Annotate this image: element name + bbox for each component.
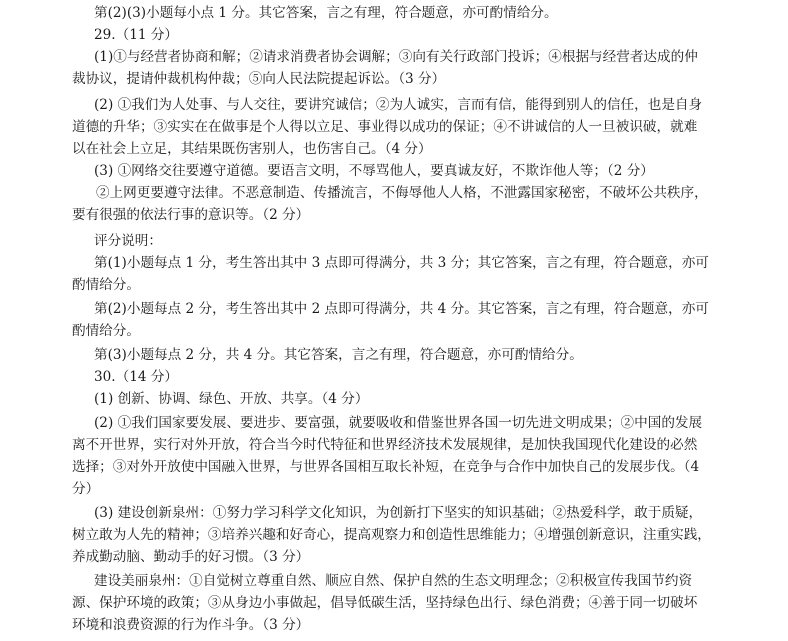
text-line: 建设美丽泉州：①自觉树立尊重自然、顺应自然、保护自然的生态文明理念；②积极宣传我国节约资 — [94, 573, 693, 589]
text-line: 裁协议，提请仲裁机构仲裁；⑤向人民法院提起诉讼。（3 分） — [72, 71, 446, 87]
text-line: 分） — [72, 481, 100, 497]
text-line: 养成勤动脑、勤动手的好习惯。（3 分） — [72, 549, 310, 565]
text-line: 要有很强的依法行事的意识等。（2 分） — [72, 207, 310, 223]
text-line: 第(2)小题每点 2 分，考生答出其中 2 点即可得满分，共 4 分。其它答案，言之有理，符合题意，亦可 — [94, 301, 709, 317]
text-line: (1)①与经营者协商和解；②请求消费者协会调解；③向有关行政部门投诉；④根据与经营者达成的仲 — [94, 49, 698, 65]
text-line: 第(1)小题每点 1 分，考生答出其中 3 点即可得满分，共 3 分；其它答案，言之有理，符合题意，亦可 — [94, 255, 709, 271]
text-line: 第(2)(3)小题每小点 1 分。其它答案，言之有理，符合题意，亦可酌情给分。 — [94, 5, 558, 21]
text-line: (3) 建设创新泉州：①努力学习科学文化知识，为创新打下坚实的知识基础；②热爱科学，敢于质疑， — [94, 505, 703, 521]
text-line: 离不开世界，实行对外开放，符合当今时代特征和世界经济技术发展规律，是加快我国现代化建设的必然 — [72, 437, 698, 453]
text-line: (1) 创新、协调、绿色、开放、共享。（4 分） — [94, 391, 369, 407]
text-line: 以在社会上立足，其结果既伤害别人，也伤害自己。（4 分） — [72, 141, 432, 157]
text-line: 源、保护环境的政策；③从身边小事做起，倡导低碳生活，坚持绿色出行、绿色消费；④善于同一切破坏 — [72, 595, 698, 611]
text-line: 树立敢为人先的精神；③培养兴趣和好奇心，提高观察力和创造性思维能力；④增强创新意识，注重实践， — [72, 527, 711, 543]
text-line: (2) ①我们为人处事、与人交往，要讲究诚信；②为人诚实，言而有信，能得到别人的信任，也是自身 — [94, 97, 703, 113]
section-heading: 评分说明： — [94, 233, 162, 249]
text-line: 选择；③对外开放使中国融入世界，与世界各国相互取长补短，在竞争与合作中加快自己的发展步伐。（4 — [72, 459, 700, 475]
question-heading: 29.（11 分） — [94, 27, 179, 43]
text-line: 酌情给分。 — [72, 277, 140, 293]
text-line: 酌情给分。 — [72, 323, 140, 339]
text-line: 环境和浪费资源的行为作斗争。（3 分） — [72, 617, 310, 633]
text-line: 第(3)小题每点 2 分，共 4 分。其它答案，言之有理，符合题意，亦可酌情给分。 — [94, 347, 583, 363]
text-line: ②上网更要遵守法律。不恶意制造、传播流言，不侮辱他人人格，不泄露国家秘密，不破坏公共秩序， — [96, 185, 708, 201]
text-line: (3) ①网络交往要遵守道德。要语言文明，不辱骂他人，要真诚友好，不欺诈他人等；（2 分） — [94, 163, 654, 179]
text-line: 道德的升华；③实实在在做事是个人得以立足、事业得以成功的保证；④不讲诚信的人一旦被识破，就难 — [72, 119, 698, 135]
text-line: (2) ①我们国家要发展、要进步、要富强，就要吸收和借鉴世界各国一切先进文明成果；②中国的发展 — [94, 415, 703, 431]
question-heading: 30.（14 分） — [94, 369, 179, 385]
